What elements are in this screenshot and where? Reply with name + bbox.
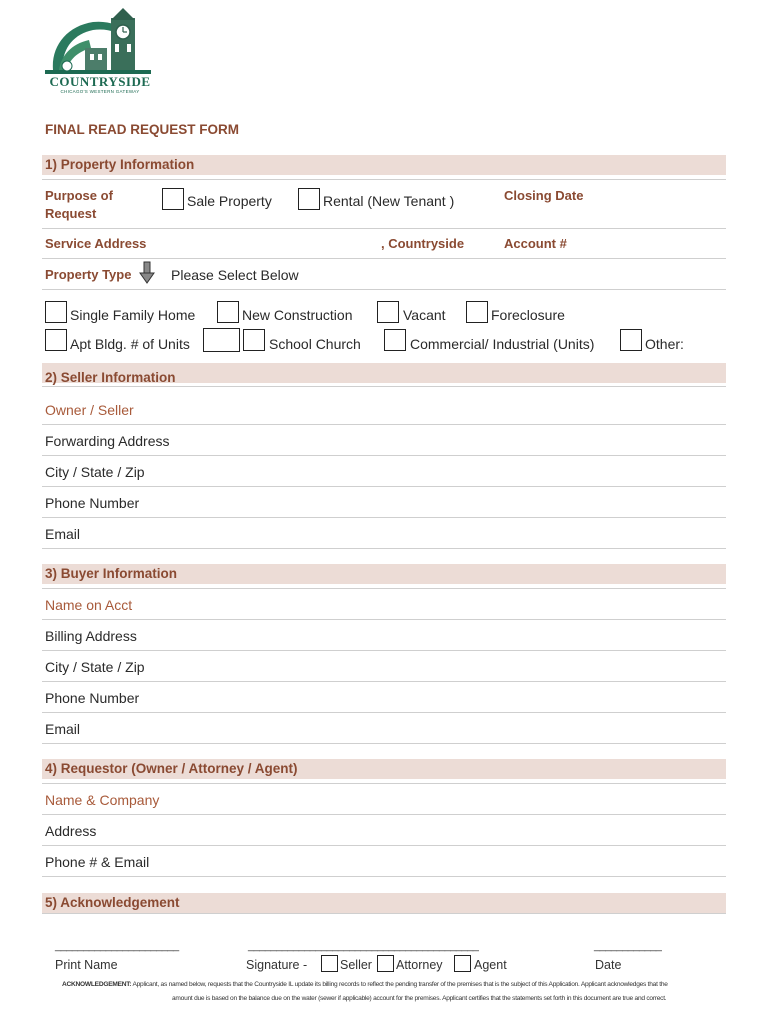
agent-checkbox[interactable] <box>454 955 471 972</box>
purpose-label-line1: Purpose of <box>45 188 113 203</box>
other-checkbox[interactable] <box>620 329 642 351</box>
new-construction-checkbox[interactable] <box>217 301 239 323</box>
rental-checkbox[interactable] <box>298 188 320 210</box>
date-line[interactable]: ____________ <box>594 940 662 952</box>
owner-seller-field[interactable]: Owner / Seller <box>45 402 134 418</box>
school-church-checkbox[interactable] <box>243 329 265 351</box>
acknowledgement-heading: ACKNOWLEDGEMENT: <box>62 981 132 988</box>
divider <box>42 845 726 846</box>
commercial-label: Commercial/ Industrial (Units) <box>410 336 595 352</box>
acknowledgement-text-line1 <box>62 981 668 988</box>
buyer-city-state-zip-field[interactable]: City / State / Zip <box>45 659 145 675</box>
divider <box>42 486 726 487</box>
divider <box>42 783 726 784</box>
logo-name: COUNTRYSIDE <box>49 74 151 89</box>
property-type-label: Property Type <box>45 267 132 282</box>
section-title: 1) Property Information <box>45 157 195 172</box>
section-header-requestor <box>42 759 726 779</box>
rental-label: Rental (New Tenant ) <box>323 193 455 209</box>
purpose-label-line2: Request <box>45 206 97 221</box>
divider <box>42 258 726 259</box>
buyer-email-field[interactable]: Email <box>45 721 81 737</box>
divider <box>42 681 726 682</box>
single-family-checkbox[interactable] <box>45 301 67 323</box>
section-title: 2) Seller Information <box>45 370 176 385</box>
other-label: Other: <box>645 336 684 352</box>
countryside-logo <box>45 8 155 94</box>
section-header-seller <box>42 363 726 383</box>
vacant-label: Vacant <box>403 307 446 323</box>
section-header-buyer <box>42 564 726 584</box>
divider <box>42 876 726 877</box>
sale-property-label: Sale Property <box>187 193 272 209</box>
divider <box>42 517 726 518</box>
name-on-acct-field[interactable]: Name on Acct <box>45 597 133 613</box>
arrow-down-icon <box>139 261 155 285</box>
agent-label: Agent <box>474 958 507 972</box>
attorney-checkbox[interactable] <box>377 955 394 972</box>
divider <box>42 455 726 456</box>
foreclosure-label: Foreclosure <box>491 307 565 323</box>
vacant-checkbox[interactable] <box>377 301 399 323</box>
single-family-label: Single Family Home <box>70 307 196 323</box>
closing-date-label: Closing Date <box>504 188 584 203</box>
divider <box>42 650 726 651</box>
divider <box>42 386 726 387</box>
divider <box>42 228 726 229</box>
seller-label: Seller <box>340 958 372 972</box>
section-title: 3) Buyer Information <box>45 566 178 581</box>
signature-label: Signature - <box>246 958 308 972</box>
acknowledgement-body-1: Applicant, as named below, requests that the Countryside IL update its billing records to reflect the pending transfer of the premises that is the subject of this Application. Applicant acknowledges that the <box>131 981 668 988</box>
seller-checkbox[interactable] <box>321 955 338 972</box>
acknowledgement-text-line2: amount due is based on the balance due on the water (sewer if applicable) account for the premises. Applicant certifies that the statements set forth in this document are true and correct. <box>172 995 667 1002</box>
divider <box>42 548 726 549</box>
clock-tower-icon <box>45 8 155 78</box>
section-header-acknowledgement <box>42 893 726 913</box>
attorney-label: Attorney <box>396 958 443 972</box>
property-type-hint: Please Select Below <box>171 267 299 283</box>
name-company-field[interactable]: Name & Company <box>45 792 160 808</box>
date-label: Date <box>595 958 622 972</box>
print-name-line[interactable]: ______________________ <box>55 940 179 952</box>
units-count-field[interactable] <box>203 328 240 352</box>
requestor-address-field[interactable]: Address <box>45 823 97 839</box>
city-countryside-label: , Countryside <box>381 236 465 251</box>
divider <box>42 814 726 815</box>
buyer-phone-field[interactable]: Phone Number <box>45 690 140 706</box>
seller-city-state-zip-field[interactable]: City / State / Zip <box>45 464 145 480</box>
seller-phone-field[interactable]: Phone Number <box>45 495 140 511</box>
signature-line[interactable]: _________________________________________ <box>248 940 479 952</box>
divider <box>42 619 726 620</box>
sale-property-checkbox[interactable] <box>162 188 184 210</box>
divider <box>42 743 726 744</box>
divider <box>42 424 726 425</box>
seller-email-field[interactable]: Email <box>45 526 81 542</box>
apt-bldg-label: Apt Bldg. # of Units <box>70 336 190 352</box>
divider <box>42 179 726 180</box>
print-name-label: Print Name <box>55 958 118 972</box>
requestor-phone-email-field[interactable]: Phone # & Email <box>45 854 150 870</box>
new-construction-label: New Construction <box>242 307 353 323</box>
service-address-label: Service Address <box>45 236 147 251</box>
logo-tagline: CHICAGO'S WESTERN GATEWAY <box>60 89 140 94</box>
billing-address-field[interactable]: Billing Address <box>45 628 137 644</box>
section-title: 4) Requestor (Owner / Attorney / Agent) <box>45 761 298 776</box>
divider <box>42 913 726 914</box>
forwarding-address-field[interactable]: Forwarding Address <box>45 433 170 449</box>
account-number-label: Account # <box>504 236 567 251</box>
section-title: 5) Acknowledgement <box>45 895 180 910</box>
school-church-label: School Church <box>269 336 361 352</box>
section-header-property <box>42 155 726 175</box>
foreclosure-checkbox[interactable] <box>466 301 488 323</box>
divider <box>42 289 726 290</box>
apt-bldg-checkbox[interactable] <box>45 329 67 351</box>
divider <box>42 712 726 713</box>
form-title: FINAL READ REQUEST FORM <box>45 122 240 137</box>
commercial-checkbox[interactable] <box>384 329 406 351</box>
divider <box>42 588 726 589</box>
